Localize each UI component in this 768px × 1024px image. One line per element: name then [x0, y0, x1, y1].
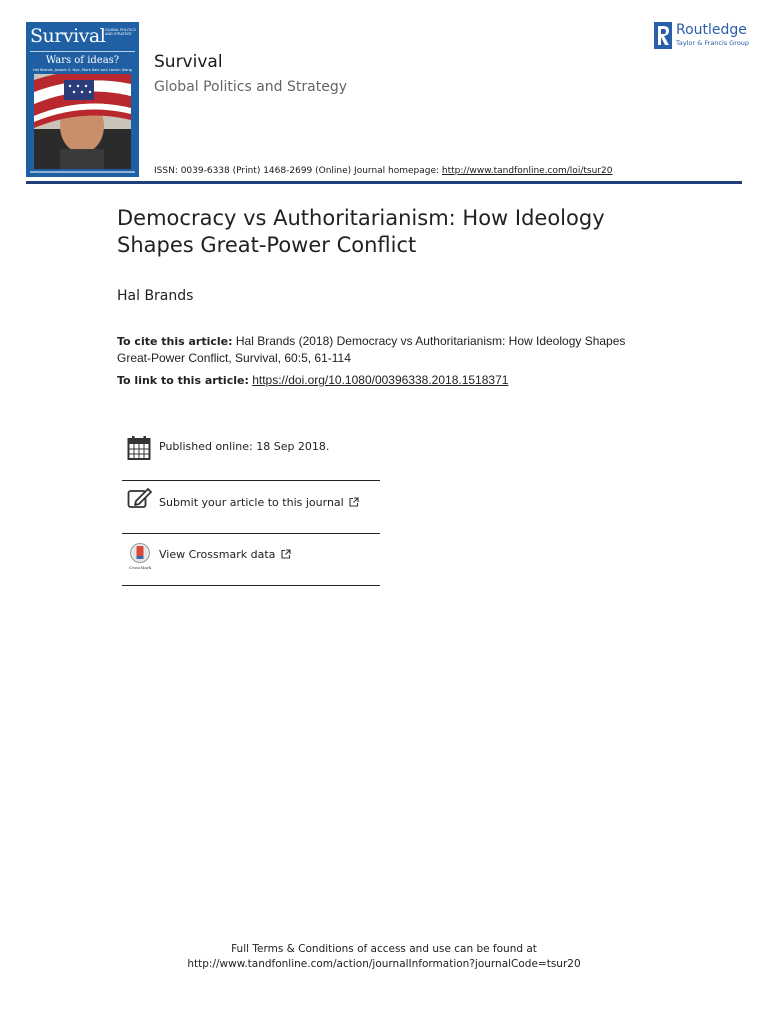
published-online-row: [122, 430, 380, 480]
doi-link[interactable]: https://doi.org/10.1080/00396338.2018.1518371: [252, 373, 509, 387]
crossmark-link[interactable]: [159, 548, 291, 561]
doi-link-block: [117, 373, 508, 387]
journal-cover-image: [26, 22, 139, 177]
cite-text: Hal Brands (2018) Democracy vs Authoritarianism: How Ideology Shapes Great-Power Conflict, Survival, 60:5, 61-114: [117, 334, 626, 365]
submit-article-row[interactable]: [122, 483, 380, 533]
publisher-tagline: Taylor & Francis Group: [676, 39, 750, 47]
footer-line-1: Full Terms & Conditions of access and use can be found at: [231, 943, 537, 955]
terms-footer: [0, 942, 768, 972]
crossmark-icon: [127, 542, 155, 570]
publisher-name: Routledge: [676, 22, 747, 38]
header-rule: [26, 181, 742, 184]
cite-label: To cite this article:: [117, 335, 233, 348]
published-online-text: Published online: 18 Sep 2018.: [159, 440, 330, 453]
crossmark-badge-text: CrossMark: [128, 565, 152, 570]
edit-icon: [127, 487, 152, 509]
cover-headline: Wars of ideas?: [45, 55, 120, 66]
info-divider: [122, 480, 380, 481]
info-divider: [122, 585, 380, 586]
journal-title: Survival: [154, 52, 223, 72]
article-author: Hal Brands: [117, 288, 194, 304]
journal-subtitle: Global Politics and Strategy: [154, 79, 347, 95]
footer-terms-link[interactable]: http://www.tandfonline.com/action/journalInformation?journalCode=tsur20: [187, 958, 581, 970]
submit-article-link[interactable]: [159, 496, 359, 509]
calendar-icon: [127, 435, 151, 461]
cover-title: Survival: [30, 25, 106, 47]
cover-footer-rule: [30, 171, 135, 173]
article-title: Democracy vs Authoritarianism: How Ideology Shapes Great-Power Conflict: [117, 206, 605, 257]
cover-portrait-art: [34, 74, 131, 169]
info-divider: [122, 533, 380, 534]
cover-authors: Hal Brands, Joseph S. Nye, Mark Katz and Lanxin Xiang: [33, 68, 132, 72]
citation-block: [117, 333, 637, 366]
routledge-logo-icon: [654, 22, 672, 49]
cover-rule: [30, 51, 135, 52]
crossmark-row[interactable]: [122, 536, 380, 586]
submit-article-text: Submit your article to this journal: [159, 496, 344, 509]
crossmark-text: View Crossmark data: [159, 548, 276, 561]
issn-text: ISSN: 0039-6338 (Print) 1468-2699 (Online) Journal homepage:: [154, 166, 442, 176]
issn-line: [154, 166, 612, 176]
external-link-icon: [349, 497, 359, 507]
link-label: To link to this article:: [117, 374, 249, 387]
journal-homepage-link[interactable]: http://www.tandfonline.com/loi/tsur20: [441, 166, 613, 176]
external-link-icon: [281, 549, 291, 559]
cover-subtitle: GLOBAL POLITICS AND STRATEGY: [105, 28, 136, 37]
